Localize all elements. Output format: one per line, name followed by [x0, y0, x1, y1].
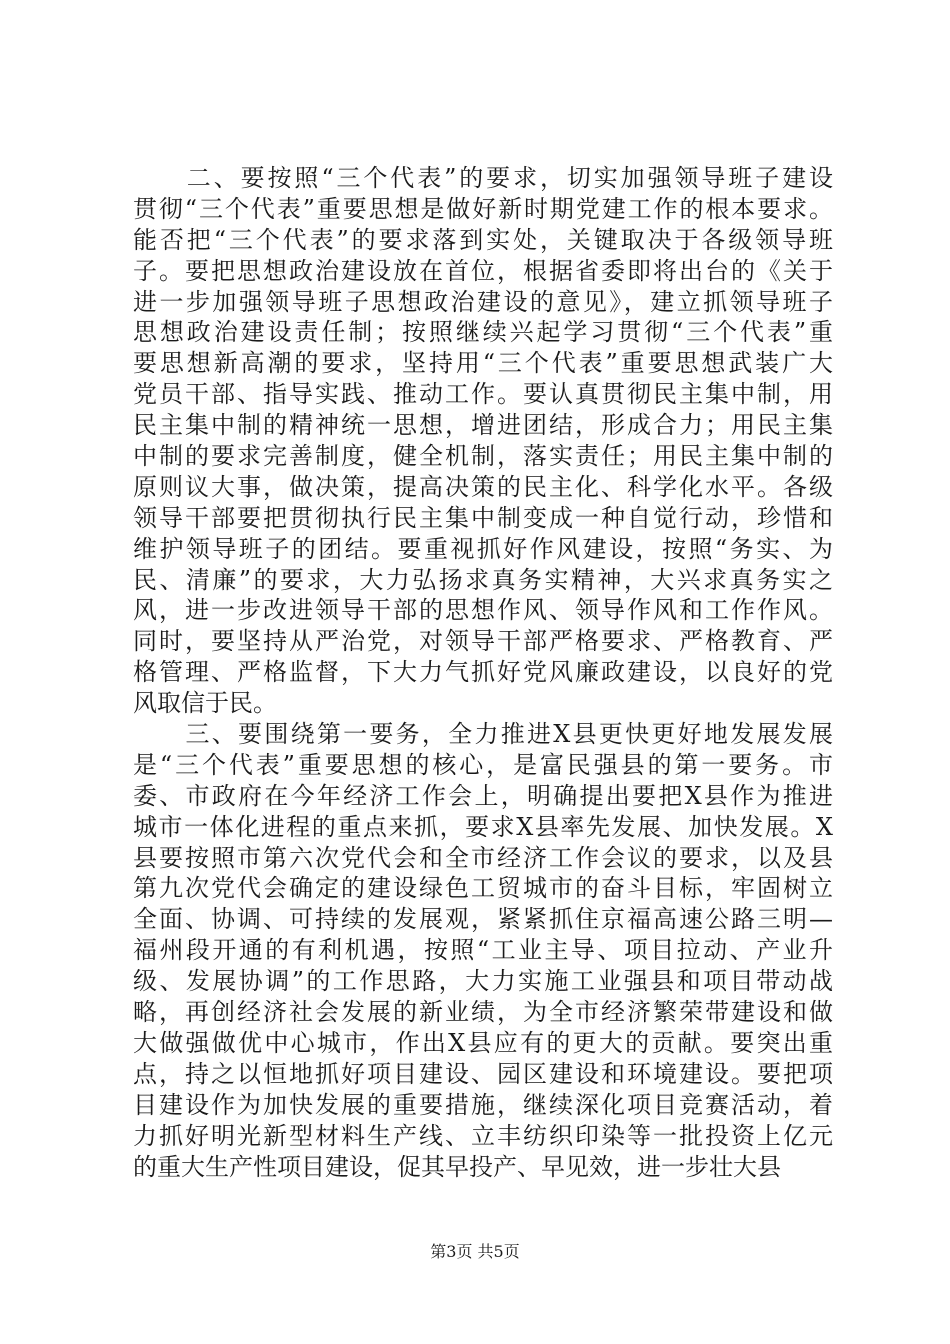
text-line: 思想政治建设责任制；按照继续兴起学习贯彻“三个代表”重 — [133, 318, 833, 347]
text-line: 能否把“三个代表”的要求落到实处，关键取决于各级领导班 — [133, 225, 833, 254]
text-line: 略，再创经济社会发展的新业绩，为全市经济繁荣带建设和做 — [133, 998, 833, 1027]
text-line: 中制的要求完善制度，健全机制，落实责任；用民主集中制的 — [133, 442, 833, 471]
text-line: 原则议大事，做决策，提高决策的民主化、科学化水平。各级 — [133, 472, 833, 501]
text-line: 城市一体化进程的重点来抓，要求X县率先发展、加快发展。X — [133, 812, 833, 841]
text-line: 第九次党代会确定的建设绿色工贸城市的奋斗目标，牢固树立 — [133, 874, 833, 903]
text-line: 要思想新高潮的要求，坚持用“三个代表”重要思想武装广大 — [133, 349, 833, 378]
text-line: 民、清廉”的要求，大力弘扬求真务实精神，大兴求真务实之 — [133, 565, 833, 594]
text-line: 是“三个代表”重要思想的核心，是富民强县的第一要务。市 — [133, 750, 833, 779]
text-line: 格管理、严格监督，下大力气抓好党风廉政建设，以良好的党 — [133, 658, 833, 687]
text-line: 民主集中制的精神统一思想，增进团结，形成合力；用民主集 — [133, 411, 833, 440]
text-line: 福州段开通的有利机遇，按照“工业主导、项目拉动、产业升 — [133, 936, 833, 965]
document-body — [133, 163, 833, 1182]
text-line: 全面、协调、可持续的发展观，紧紧抓住京福高速公路三明— — [133, 905, 833, 934]
text-line: 风取信于民。 — [133, 689, 277, 718]
text-line: 风，进一步改进领导干部的思想作风、领导作风和工作作风。 — [133, 596, 833, 625]
text-line: 县要按照市第六次党代会和全市经济工作会议的要求，以及县 — [133, 843, 833, 872]
text-line: 委、市政府在今年经济工作会上，明确提出要把X县作为推进 — [133, 781, 833, 810]
text-line: 三、要围绕第一要务，全力推进X县更快更好地发展发展 — [133, 720, 833, 749]
text-line: 进一步加强领导班子思想政治建设的意见》，建立抓领导班子 — [133, 287, 833, 316]
text-line: 党员干部、指导实践、推动工作。要认真贯彻民主集中制，用 — [133, 380, 833, 409]
text-line: 二、要按照“三个代表”的要求，切实加强领导班子建设 — [133, 164, 833, 192]
text-line: 子。要把思想政治建设放在首位，根据省委即将出台的《关于 — [133, 256, 833, 285]
text-line: 级、发展协调”的工作思路，大力实施工业强县和项目带动战 — [133, 967, 833, 996]
page-footer: 第3页 共5页 — [430, 1242, 520, 1261]
text-line: 大做强做优中心城市，作出X县应有的更大的贡献。要突出重 — [133, 1028, 833, 1057]
text-line: 点，持之以恒地抓好项目建设、园区建设和环境建设。要把项 — [133, 1059, 833, 1088]
text-line: 领导干部要把贯彻执行民主集中制变成一种自觉行动，珍惜和 — [133, 503, 833, 532]
text-line: 贯彻“三个代表”重要思想是做好新时期党建工作的根本要求。 — [133, 194, 833, 223]
text-line: 力抓好明光新型材料生产线、立丰纺织印染等一批投资上亿元 — [133, 1121, 833, 1150]
text-line: 维护领导班子的团结。要重视抓好作风建设，按照“务实、为 — [133, 534, 833, 563]
text-line: 同时，要坚持从严治党，对领导干部严格要求、严格教育、严 — [133, 627, 833, 656]
text-line: 的重大生产性项目建设，促其早投产、早见效，进一步壮大县 — [133, 1152, 781, 1181]
text-line: 目建设作为加快发展的重要措施，继续深化项目竞赛活动，着 — [133, 1090, 833, 1119]
